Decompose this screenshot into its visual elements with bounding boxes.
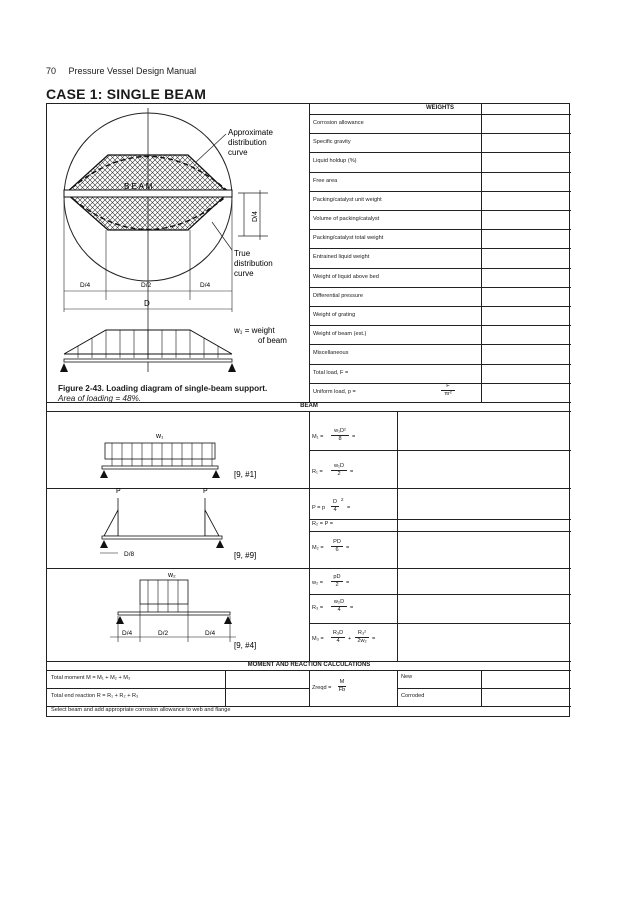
case2-dim: D/8 <box>124 551 135 558</box>
d-label: D <box>144 299 150 308</box>
p-exp: 2 <box>341 497 344 502</box>
leader-line <box>212 222 232 250</box>
weights-row-label: Corrosion allowance <box>313 120 364 126</box>
approx-label-2: distribution <box>228 138 267 147</box>
r1-eq: = <box>350 469 354 475</box>
r3-eq: = <box>350 605 354 611</box>
zreqd-num: M <box>339 679 345 685</box>
dim-top-2: D/4 <box>200 282 211 289</box>
weights-row-label: Packing/catalyst unit weight <box>313 196 382 203</box>
leader-line <box>196 134 226 162</box>
m3-den2: 2w₂ <box>357 638 367 644</box>
w2-lhs: w₂ = <box>312 580 324 586</box>
weights-title: WEIGHTS <box>426 105 454 111</box>
loaded-beam <box>64 359 232 362</box>
uniform-frac-den: πr² <box>444 391 452 397</box>
r1-den: 2 <box>337 471 341 477</box>
m2-lhs: M₂ = <box>312 545 324 551</box>
weights-row-label: Liquid holdup (%) <box>313 158 357 165</box>
case3-ref: [9, #4] <box>234 641 257 650</box>
w2-num: pD <box>333 574 341 580</box>
r1-lhs: R₁ = <box>312 469 323 475</box>
zreqd-lhs: Zreqd = <box>312 685 332 691</box>
corroded-label: Corroded <box>401 693 425 699</box>
p-frac-den: 4 <box>333 507 337 513</box>
weights-row-label: Weight of beam (est.) <box>313 331 367 338</box>
true-label-1: True <box>234 249 251 258</box>
caption-line-1: Figure 2-43. Loading diagram of single-beam support. <box>58 384 268 393</box>
case1-load-label: w₁ <box>156 433 164 440</box>
w1-label-1: w₁ = weight <box>234 326 275 335</box>
w2-den: 2 <box>335 582 339 588</box>
new-label: New <box>401 674 413 680</box>
true-label-2: distribution <box>234 259 273 268</box>
book-title: Pressure Vessel Design Manual <box>68 66 197 76</box>
w2-eq: = <box>346 580 350 586</box>
weights-row-label: Differential pressure <box>313 292 363 299</box>
p-lhs: P = p <box>312 505 326 511</box>
d-over-4-vertical: D/4 <box>252 211 259 222</box>
total-reaction-label: Total end reaction R = R₁ + R₂ + R₃ <box>51 693 139 699</box>
support-right <box>228 363 236 372</box>
m2-num: PD <box>333 539 341 545</box>
zreqd-den: Fb <box>338 687 346 693</box>
weights-row-label: Miscellaneous <box>313 350 349 357</box>
weights-row-label: Packing/catalyst total weight <box>313 235 384 242</box>
m3-plus: + <box>348 636 352 642</box>
beam-body <box>64 190 232 197</box>
p-eq: = <box>347 505 351 511</box>
r1-num: w₁D <box>334 463 344 469</box>
case3-load-label: w₂ <box>168 572 176 579</box>
m1-lhs: M₁ = <box>312 434 324 440</box>
r3-den: 4 <box>337 607 341 613</box>
case2-ref: [9, #9] <box>234 551 257 560</box>
support-left <box>60 363 68 372</box>
m3-num1: R₃D <box>332 630 344 636</box>
r3-lhs: R₃ = <box>312 605 324 611</box>
case1-diagram <box>100 433 256 479</box>
total-moment-label: Total moment M = M₁ + M₂ + M₃ <box>51 675 131 681</box>
case3-dim-1: D/2 <box>158 630 169 637</box>
figure-caption <box>58 384 267 404</box>
r2: R₂ = P = <box>312 521 334 527</box>
p-frac-num: D <box>332 499 338 505</box>
moment-title: MOMENT AND REACTION CALCULATIONS <box>247 662 371 668</box>
case1-ref: [9, #1] <box>234 470 257 479</box>
weights-row-label: Total load, F = <box>313 369 349 376</box>
dim-top-0: D/4 <box>80 282 91 289</box>
case3-dim-0: D/4 <box>122 630 133 637</box>
weights-row-label: Free area <box>313 177 338 184</box>
m1-den: 8 <box>338 436 342 442</box>
weights-row-label: Entrained liquid weight <box>313 254 370 261</box>
weights-row-label: Weight of grating <box>313 312 356 318</box>
m1-eq: = <box>352 434 356 440</box>
dim-top-1: D/2 <box>141 282 152 289</box>
beam-title: BEAM <box>300 403 318 409</box>
case2-load-right: P <box>203 488 208 495</box>
true-label-3: curve <box>234 269 254 278</box>
m3-lhs: M₃ = <box>312 636 324 642</box>
footer-note: Select beam and add appropriate corrosion allowance to web and flange <box>51 707 231 713</box>
weights-row-label: Volume of packing/catalyst <box>313 216 380 222</box>
beam-text: B E A M <box>124 182 153 191</box>
weights-row-label: Uniform load, p = <box>313 388 356 395</box>
m3-eq: = <box>372 636 376 642</box>
m2-eq: = <box>346 545 350 551</box>
case-title: CASE 1: SINGLE BEAM <box>46 86 207 102</box>
w1-label-2: of beam <box>258 336 287 345</box>
uniform-frac-num: F <box>446 383 450 389</box>
case2-load-left: P <box>116 488 121 495</box>
approx-label-3: curve <box>228 148 248 157</box>
caption-line-2: Area of loading = 48%. <box>58 394 142 403</box>
weights-row-label: Weight of liquid above bed <box>313 273 379 280</box>
case3-diagram <box>110 572 256 650</box>
case3-dim-2: D/4 <box>205 630 216 637</box>
m3-num2: R₃² <box>357 630 367 636</box>
m1-num: w₁D² <box>334 428 346 434</box>
m3-den1: 4 <box>336 638 340 644</box>
page-number: 70 <box>46 66 57 76</box>
m2-den: 6 <box>335 547 339 553</box>
case2-diagram <box>100 488 256 560</box>
r3-num: w₂D <box>333 599 345 605</box>
approx-label-1: Approximate <box>228 128 273 137</box>
weights-row-label: Specific gravity <box>313 139 351 146</box>
